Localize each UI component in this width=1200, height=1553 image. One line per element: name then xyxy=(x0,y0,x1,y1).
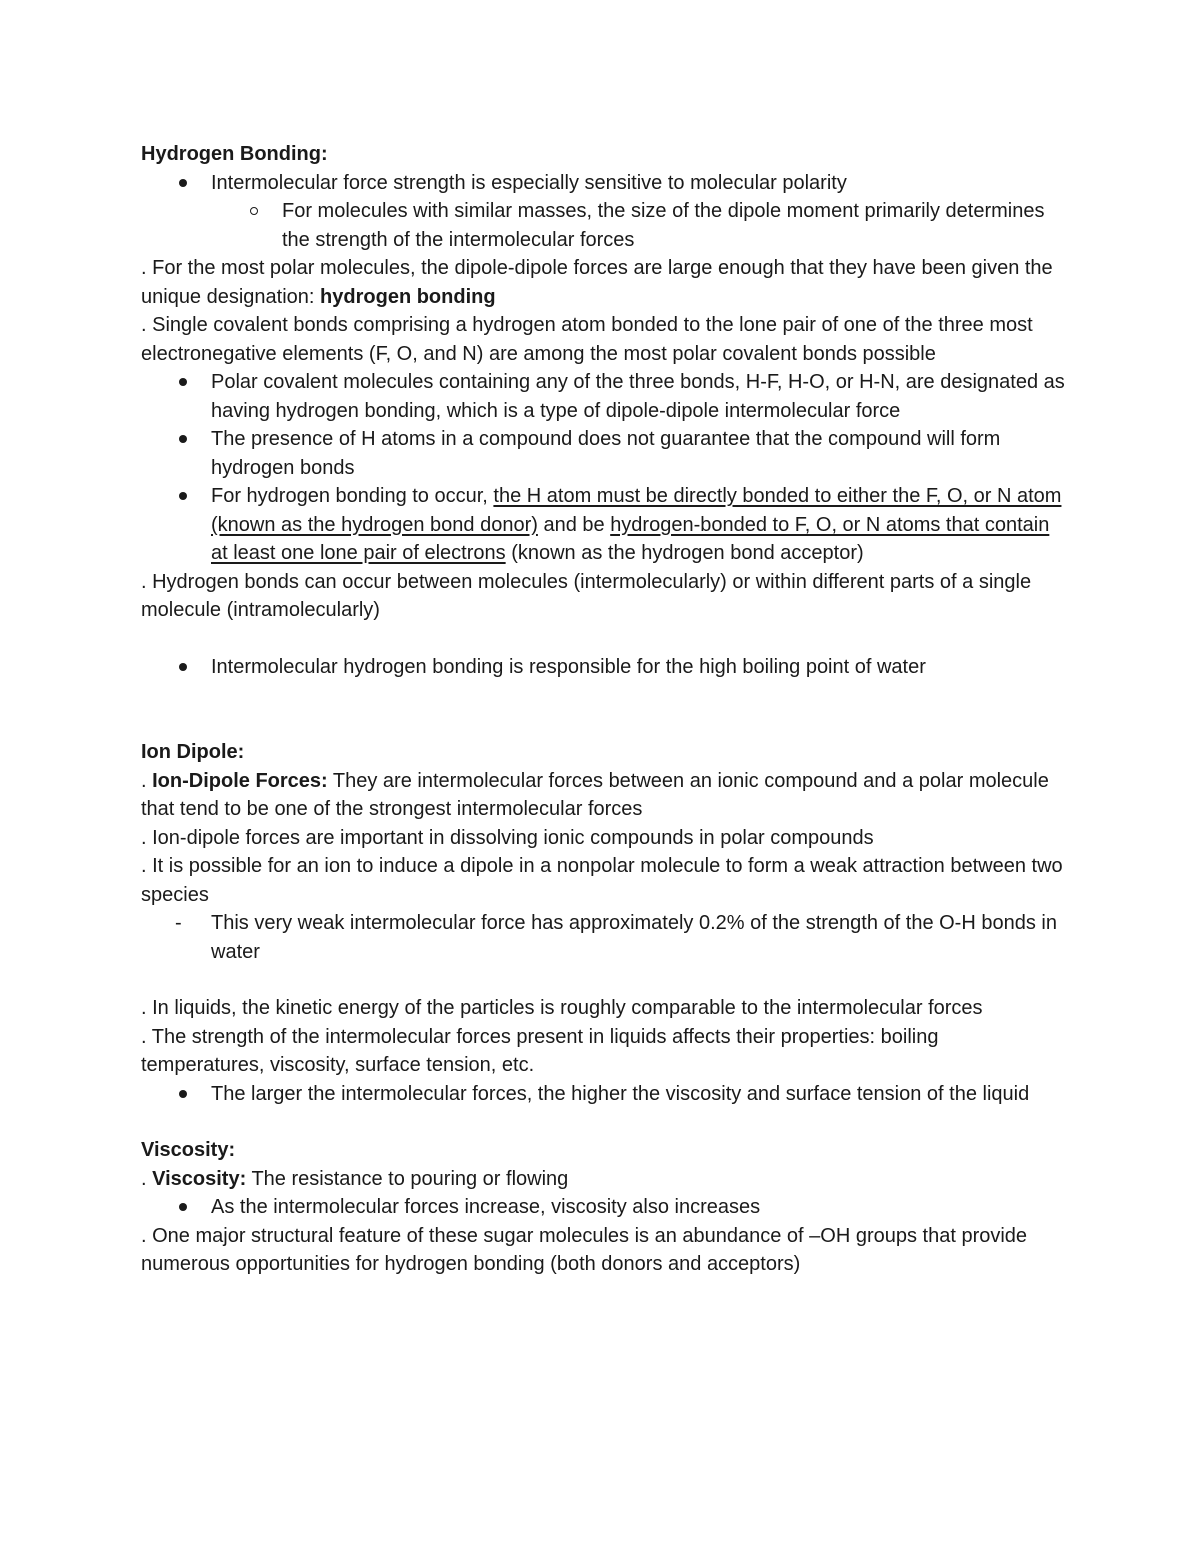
paragraph-text: . xyxy=(141,1167,153,1190)
bullet-text: For hydrogen bonding to occur, xyxy=(211,485,494,507)
paragraph-text: They are intermolecular forces between an ionic compound and a polar molecule that tend to be one of the strongest intermolecular forces xyxy=(141,769,1049,820)
paragraph: . In liquids, the kinetic energy of the particles is roughly comparable to the intermolecular forces xyxy=(141,997,983,1019)
paragraph: . Single covalent bonds comprising a hydrogen atom bonded to the lone pair of one of the three most electronegative elements (F, O, and N) are among the most polar covalent bonds possible xyxy=(141,314,1033,365)
bullet-text: The presence of H atoms in a compound does not guarantee that the compound will form hydrogen bonds xyxy=(211,428,1001,479)
bullet-item xyxy=(141,425,1066,482)
paragraph xyxy=(141,254,1066,311)
sub-bullet-item xyxy=(141,197,1066,254)
bullet-text: As the intermolecular forces increase, viscosity also increases xyxy=(211,1196,761,1218)
paragraph xyxy=(141,1165,1066,1194)
bullet-icon xyxy=(179,492,187,500)
bullet-item xyxy=(141,368,1066,425)
bullet-icon xyxy=(179,435,187,443)
bullet-item xyxy=(141,482,1066,568)
spacer xyxy=(141,966,1066,994)
paragraph: . Ion-dipole forces are important in dissolving ionic compounds in polar compounds xyxy=(141,826,874,849)
bullet-text: Intermolecular hydrogen bonding is responsible for the high boiling point of water xyxy=(211,655,926,678)
bullet-text: (known as the hydrogen bond acceptor) xyxy=(505,542,864,564)
bullet-item xyxy=(141,1193,1066,1222)
paragraph: . Hydrogen bonds can occur between molecules (intermolecularly) or within different parts of a single molecule (intramolecularly) xyxy=(141,570,1032,621)
section-heading-hydrogen-bonding: Hydrogen Bonding: xyxy=(141,143,328,165)
spacer xyxy=(141,1108,1066,1136)
bold-term: hydrogen bonding xyxy=(320,285,496,308)
paragraph-text: . xyxy=(141,769,153,792)
bullet-item xyxy=(141,1080,1066,1109)
bullet-text: The larger the intermolecular forces, the higher the viscosity and surface tension of the liquid xyxy=(211,1082,1030,1105)
bullet-icon xyxy=(179,1203,187,1211)
paragraph-text: The resistance to pouring or flowing xyxy=(246,1167,569,1190)
sub-bullet-text: For molecules with similar masses, the size of the dipole moment primarily determines the strength of the intermolecular forces xyxy=(282,200,1045,251)
bullet-icon xyxy=(179,1090,187,1098)
document-body xyxy=(141,140,1066,1279)
underlined-text: the H atom must be directly bonded to either the F, O, or N atom (known as the hydrogen bond donor) xyxy=(211,485,1062,536)
paragraph xyxy=(141,767,1066,824)
section-heading-viscosity: Viscosity: xyxy=(141,1139,236,1161)
bullet-icon xyxy=(179,663,187,671)
paragraph-text: . For the most polar molecules, the dipole-dipole forces are large enough that they have been given the unique designation: xyxy=(141,257,1053,308)
bullet-item xyxy=(141,169,1066,198)
bullet-text: and be xyxy=(537,513,611,536)
bullet-icon xyxy=(179,378,187,386)
bullet-text: Intermolecular force strength is especially sensitive to molecular polarity xyxy=(211,171,847,194)
spacer xyxy=(141,681,1066,738)
bullet-text: Polar covalent molecules containing any of the three bonds, H-F, H-O, or H-N, are designated as having hydrogen bonding, which is a type of dipole-dipole intermolecular force xyxy=(211,371,1065,422)
bullet-item xyxy=(141,653,1066,682)
section-heading-ion-dipole: Ion Dipole: xyxy=(141,741,245,763)
hollow-bullet-icon xyxy=(250,207,258,215)
paragraph: . It is possible for an ion to induce a dipole in a nonpolar molecule to form a weak attraction between two species xyxy=(141,855,1063,906)
spacer xyxy=(141,625,1066,653)
dash-text: This very weak intermolecular force has approximately 0.2% of the strength of the O-H bonds in water xyxy=(211,912,1057,963)
paragraph: . One major structural feature of these sugar molecules is an abundance of –OH groups that provide numerous opportunities for hydrogen bonding (both donors and acceptors) xyxy=(141,1224,1028,1275)
bold-term: Viscosity: xyxy=(152,1167,247,1190)
bullet-icon xyxy=(179,179,187,187)
paragraph: . The strength of the intermolecular forces present in liquids affects their properties: boiling temperatures, viscosity, surface tension, etc. xyxy=(141,1025,939,1076)
dash-icon: - xyxy=(175,912,182,934)
underlined-text: hydrogen-bonded to F, O, or N atoms that contain at least one lone pair of electrons xyxy=(211,513,1050,564)
dash-item xyxy=(141,909,1066,966)
bold-term: Ion-Dipole Forces: xyxy=(152,769,328,792)
